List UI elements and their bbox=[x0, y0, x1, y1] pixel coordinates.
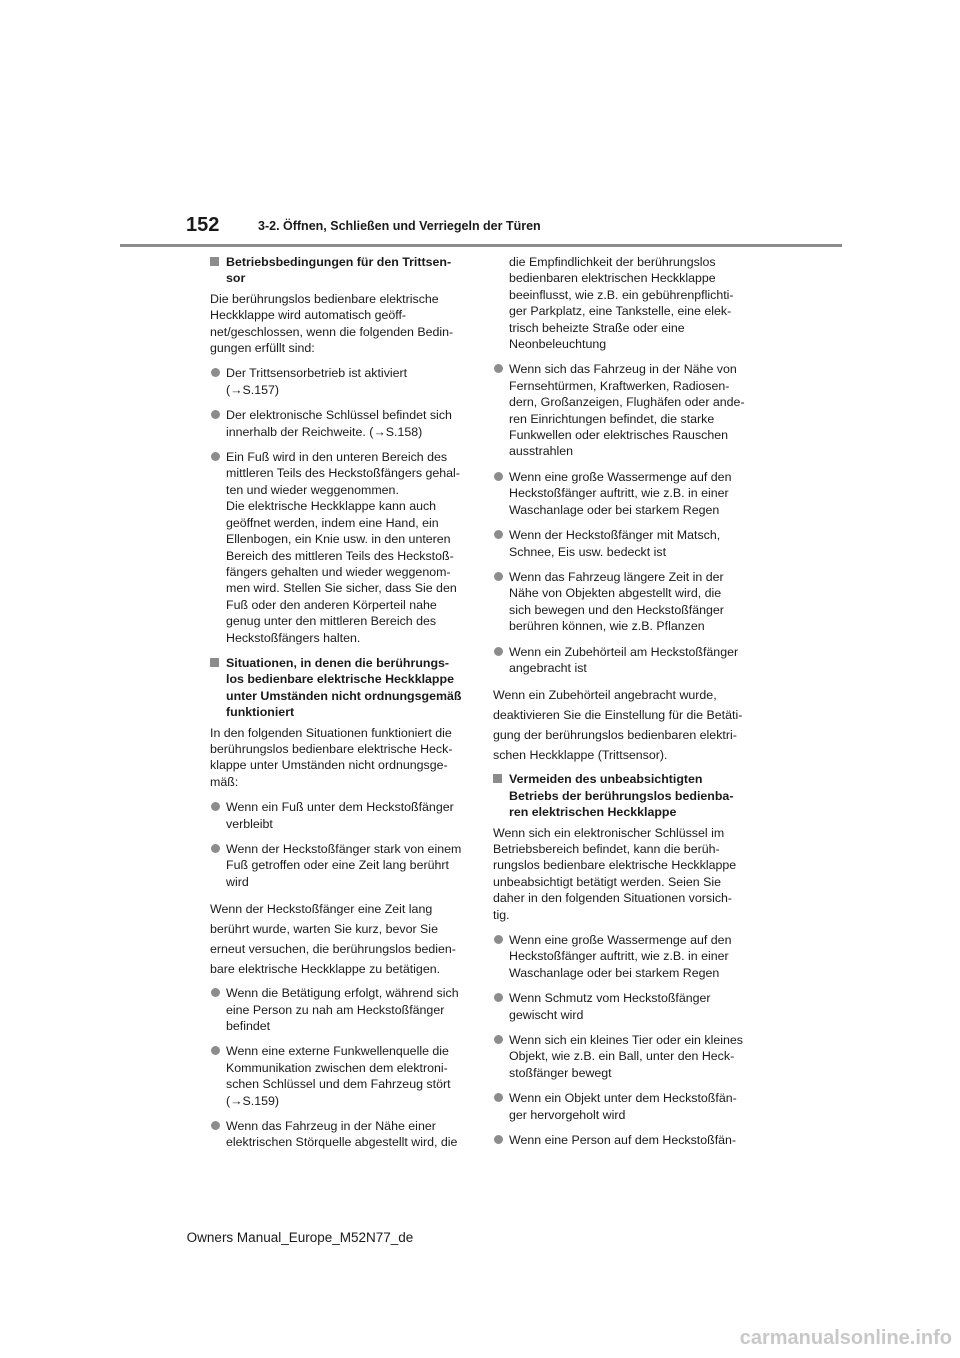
page-number: 152 bbox=[186, 214, 220, 236]
section-title: 3-2. Öffnen, Schließen und Verriegeln der Türen bbox=[258, 219, 541, 233]
circle-bullet-icon bbox=[494, 572, 503, 581]
list-item bbox=[210, 449, 466, 646]
circle-bullet-icon bbox=[211, 410, 220, 419]
list-item bbox=[210, 365, 466, 398]
heading-text: Betriebsbedingungen für den Trittsen- sor bbox=[226, 255, 452, 286]
list-item-text: Ein Fuß wird in den unteren Bereich des mittleren Teils des Heckstoßfängers gehal- ten und wieder weggenommen. Die elektrische Heckklappe kann auch geöffnet werden, indem eine Hand, ein Ellenbogen, ein Knie usw. in den unteren Bereich des mittleren Teils des Heckstoß- fängers gehalten und wieder weggenom- men wird. Stellen Sie sicher, dass Sie den Fuß oder den anderen Körperteil nahe genug unter den mittleren Bereich des Heckstoßfängers halten. bbox=[226, 450, 460, 645]
list-item-text: Wenn eine große Wassermenge auf den Heckstoßfänger auftritt, wie z.B. in einer Waschanlage oder bei starkem Regen bbox=[509, 933, 732, 980]
list-item bbox=[493, 569, 749, 635]
list-item bbox=[210, 1043, 466, 1109]
heading-avoid-unintended-operation bbox=[493, 771, 749, 820]
heading-operating-conditions bbox=[210, 254, 466, 287]
circle-bullet-icon bbox=[494, 993, 503, 1002]
paragraph: In den folgenden Situationen funktioniert die berührungslos bedienbare elektrische Heck- klappe unter Umständen nicht ordnungsge- mäß: bbox=[210, 725, 453, 789]
circle-bullet-icon bbox=[211, 452, 220, 461]
circle-bullet-icon bbox=[211, 802, 220, 811]
square-bullet-icon bbox=[210, 658, 219, 667]
right-column bbox=[493, 254, 749, 1157]
list-item bbox=[493, 361, 749, 459]
list-item bbox=[493, 527, 749, 560]
paragraph: Wenn ein Zubehörteil angebracht wurde, deaktivieren Sie die Einstellung für die Betäti- gung der berührungslos bedienbaren elektri- schen Heckklappe (Trittsensor). bbox=[493, 688, 743, 763]
list-item-text: Wenn der Heckstoßfänger stark von einem Fuß getroffen oder eine Zeit lang berührt wird bbox=[226, 842, 462, 889]
list-item-text: Wenn ein Objekt unter dem Heckstoßfän- ger hervorgeholt wird bbox=[509, 1091, 737, 1122]
list-item-text: Wenn sich ein kleines Tier oder ein kleines Objekt, wie z.B. ein Ball, unter den Heck- stoßfänger bewegt bbox=[509, 1033, 743, 1080]
header-divider bbox=[120, 244, 842, 247]
list-item-text: Wenn das Fahrzeug längere Zeit in der Nähe von Objekten abgestellt wird, die sich bewegen und den Heckstoßfänger berühren können, wie z.B. Pflanzen bbox=[509, 569, 724, 634]
list-item bbox=[493, 990, 749, 1023]
list-item-text: Wenn der Heckstoßfänger mit Matsch, Schnee, Eis usw. bedeckt ist bbox=[509, 528, 721, 559]
heading-text: Vermeiden des unbeabsichtigten Betriebs der berührungslos bedienba- ren elektrischen Heckklappe bbox=[509, 772, 734, 820]
paragraph-continued: die Empfindlichkeit der berührungslos bedienbaren elektrischen Heckklappe beeinflusst, wie z.B. ein gebührenpflichti- ger Parkplatz, eine Tankstelle, eine elek- trisch beheizte Straße oder eine Neonbeleuchtung bbox=[509, 255, 734, 352]
list-item-text: Der Trittsensorbetrieb ist aktiviert (→S.157) bbox=[226, 366, 408, 397]
list-item-text: Wenn eine Person auf dem Heckstoßfän- bbox=[509, 1133, 737, 1148]
circle-bullet-icon bbox=[211, 844, 220, 853]
list-item-text: Wenn das Fahrzeug in der Nähe einer elektrischen Störquelle abgestellt wird, die bbox=[226, 1119, 458, 1150]
list-item bbox=[210, 407, 466, 440]
footer-document-id: Owners Manual_Europe_M52N77_de bbox=[186, 1230, 414, 1245]
paragraph: Wenn sich ein elektronischer Schlüssel im Betriebsbereich befindet, kann die berüh- rungslos bedienbare elektrische Heckklappe unbeabsichtigt betätigt werden. Seien Sie daher in den folgenden Situationen vorsich- tig. bbox=[493, 825, 737, 922]
paragraph: Die berührungslos bedienbare elektrische Heckklappe wird automatisch geöff- net/geschlossen, wenn die folgenden Bedin- gungen erfüllt sind: bbox=[210, 291, 454, 356]
list-item bbox=[493, 1090, 749, 1123]
list-item bbox=[493, 469, 749, 518]
circle-bullet-icon bbox=[211, 1121, 220, 1130]
square-bullet-icon bbox=[210, 257, 219, 266]
list-item-text: Wenn ein Zubehörteil am Heckstoßfänger angebracht ist bbox=[509, 644, 739, 675]
circle-bullet-icon bbox=[211, 368, 220, 377]
circle-bullet-icon bbox=[494, 364, 503, 373]
paragraph: Wenn der Heckstoßfänger eine Zeit lang berührt wurde, warten Sie kurz, bevor Sie erneut versuchen, die berührungslos bedien- bare elektrische Heckklappe zu betätigen. bbox=[210, 902, 456, 977]
circle-bullet-icon bbox=[494, 472, 503, 481]
list-item-text: Wenn eine externe Funkwellenquelle die Kommunikation zwischen dem elektroni- schen Schlüssel und dem Fahrzeug stört (→S.159) bbox=[226, 1044, 451, 1108]
list-item-text: Wenn ein Fuß unter dem Heckstoßfänger verbleibt bbox=[226, 800, 454, 831]
circle-bullet-icon bbox=[494, 530, 503, 539]
circle-bullet-icon bbox=[494, 1135, 503, 1144]
circle-bullet-icon bbox=[494, 1093, 503, 1102]
square-bullet-icon bbox=[493, 774, 502, 783]
circle-bullet-icon bbox=[211, 1046, 220, 1055]
list-item-text: Wenn sich das Fahrzeug in der Nähe von Fernsehtürmen, Kraftwerken, Radiosen- dern, Großanzeigen, Flughäfen oder ande- ren Einrichtungen befindet, die starke Funkwellen oder elektrisches Rauschen ausstrahlen bbox=[509, 362, 745, 459]
list-item bbox=[493, 644, 749, 677]
list-item bbox=[493, 1032, 749, 1081]
list-item bbox=[493, 1132, 749, 1148]
list-item bbox=[210, 985, 466, 1034]
left-column bbox=[210, 254, 466, 1160]
circle-bullet-icon bbox=[494, 647, 503, 656]
list-item bbox=[210, 1118, 466, 1151]
list-item bbox=[210, 799, 466, 832]
list-item bbox=[493, 932, 749, 981]
list-item-text: Der elektronische Schlüssel befindet sich innerhalb der Reichweite. (→S.158) bbox=[226, 408, 452, 439]
list-item-text: Wenn Schmutz vom Heckstoßfänger gewischt wird bbox=[509, 991, 711, 1022]
list-item-text: Wenn eine große Wassermenge auf den Heckstoßfänger auftritt, wie z.B. in einer Waschanlage oder bei starkem Regen bbox=[509, 469, 732, 517]
circle-bullet-icon bbox=[211, 988, 220, 997]
heading-text: Situationen, in denen die berührungs- los bedienbare elektrische Heckklappe unter Umständen nicht ordnungsgemäß funktioniert bbox=[226, 655, 462, 720]
circle-bullet-icon bbox=[494, 1035, 503, 1044]
watermark: carmanualsonline.info bbox=[739, 1327, 952, 1349]
heading-malfunction-situations bbox=[210, 655, 466, 721]
list-item bbox=[210, 841, 466, 890]
list-item-text: Wenn die Betätigung erfolgt, während sich eine Person zu nah am Heckstoßfänger befindet bbox=[226, 986, 459, 1034]
circle-bullet-icon bbox=[494, 935, 503, 944]
